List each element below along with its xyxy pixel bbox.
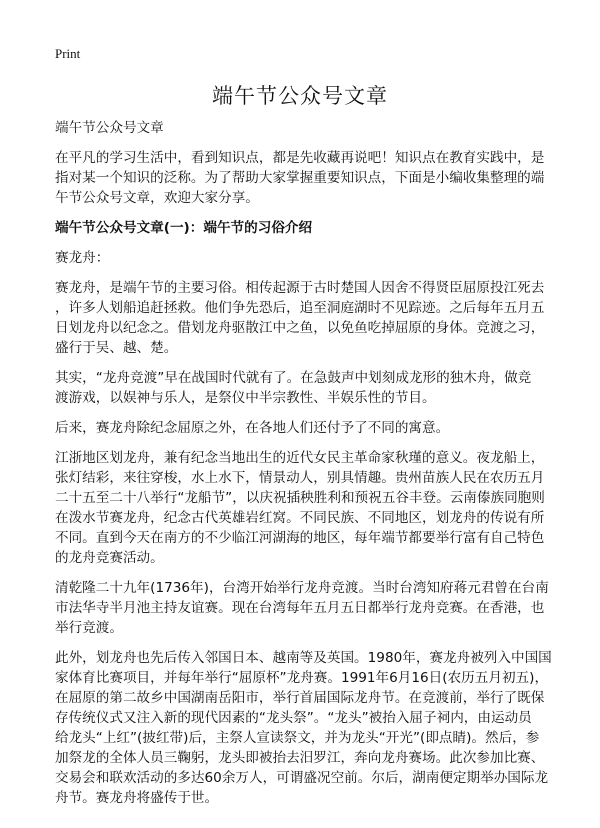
paragraph: [55, 418, 575, 438]
paragraph: [55, 578, 575, 638]
text-line: 指对某一个知识的泛称。为了帮助大家掌握重要知识点，下面是小编收集整理的端: [55, 170, 545, 186]
text-line: 存传统仪式又注入新的现代因素的“龙头祭”。“龙头”被抬入屈子祠内，由运动员: [55, 710, 532, 726]
text-line: 加祭龙的全体人员三鞠躬，龙头即被抬去汨罗江，奔向龙舟赛场。此次参加比赛、: [55, 750, 545, 766]
text-line: 举行竞渡。: [55, 620, 123, 636]
intro-paragraph: [55, 148, 575, 208]
text-line: 盛行于吴、越、楚。: [55, 340, 178, 356]
print-link[interactable]: Print: [55, 46, 81, 61]
text-line: 江浙地区划龙舟，兼有纪念当地出生的近代女民主革命家秋瑾的意义。夜龙船上，: [55, 450, 545, 466]
paragraph: [55, 448, 575, 568]
text-line: 日划龙舟以纪念之。借划龙舟驱散江中之鱼，以免鱼吃掉屈原的身体。竞渡之习，: [55, 320, 545, 336]
text-line: 给龙头“上红”(披红带)后，主祭人宣读祭文，并为龙头“开光”(即点睛)。然后，参: [55, 730, 540, 746]
paragraph: [55, 278, 575, 358]
text-line: 二十五至二十八举行“龙船节”，以庆祝插秧胜利和预祝五谷丰登。云南傣族同胞则: [55, 490, 545, 506]
article-subtitle: 端午节公众号文章: [55, 120, 164, 136]
text-line: 的龙舟竞赛活动。: [55, 550, 164, 566]
text-line: 午节公众号文章，欢迎大家分享。: [55, 190, 259, 206]
text-line: 市法华寺半月池主持友谊赛。现在台湾每年五月五日都举行龙舟竞赛。在香港，也: [55, 600, 545, 616]
sub-label: 赛龙舟：: [55, 250, 110, 266]
text-line: 清乾隆二十九年(1736年)，台湾开始举行龙舟竞渡。当时台湾知府蒋元君曾在台南: [55, 580, 549, 596]
text-line: 在泼水节赛龙舟，纪念古代英雄岩红窝。不同民族、不同地区，划龙舟的传说有所: [55, 510, 545, 526]
paragraph: [55, 368, 575, 408]
text-line: 不同。直到今天在南方的不少临江河湖海的地区，每年端节都要举行富有自己特色: [55, 530, 545, 546]
text-line: 舟节。赛龙舟将盛传于世。: [55, 790, 219, 806]
page-title: 端午节公众号文章: [212, 84, 388, 108]
text-line: 在平凡的学习生活中，看到知识点，都是先收藏再说吧！知识点在教育实践中，是: [55, 150, 545, 166]
text-line: 赛龙舟，是端午节的主要习俗。相传起源于古时楚国人因舍不得贤臣屈原投江死去: [55, 280, 545, 296]
text-line: 其实，“龙舟竞渡”早在战国时代就有了。在急鼓声中划刻成龙形的独木舟，做竞: [55, 370, 532, 386]
article-body: [55, 118, 575, 818]
text-line: 家体育比赛项目，并每年举行“屈原杯”龙舟赛。1991年6月16日(农历五月初五)，: [55, 670, 549, 686]
paragraph: [55, 648, 575, 808]
text-line: 后来，赛龙舟除纪念屈原之外，在各地人们还付予了不同的寓意。: [55, 420, 450, 436]
text-line: 渡游戏，以娱神与乐人，是祭仪中半宗教性、半娱乐性的节目。: [55, 390, 436, 406]
text-line: 交易会和联欢活动的多达60余万人，可谓盛况空前。尔后，湖南便定期举办国际龙: [55, 770, 549, 786]
text-line: 在屈原的第二故乡中国湖南岳阳市，举行首届国际龙舟节。在竞渡前，举行了既保: [55, 690, 545, 706]
text-line: 此外，划龙舟也先后传入邻国日本、越南等及英国。1980年，赛龙舟被列入中国国: [55, 650, 552, 666]
text-line: 张灯结彩，来往穿梭，水上水下，情景动人，别具情趣。贵州苗族人民在农历五月: [55, 470, 545, 486]
text-line: ，许多人划船追赶拯救。他们争先恐后，追至洞庭湖时不见踪迹。之后每年五月五: [55, 300, 545, 316]
paragraphs: [55, 278, 575, 808]
section-heading: 端午节公众号文章(一)：端午节的习俗介绍: [55, 220, 313, 236]
